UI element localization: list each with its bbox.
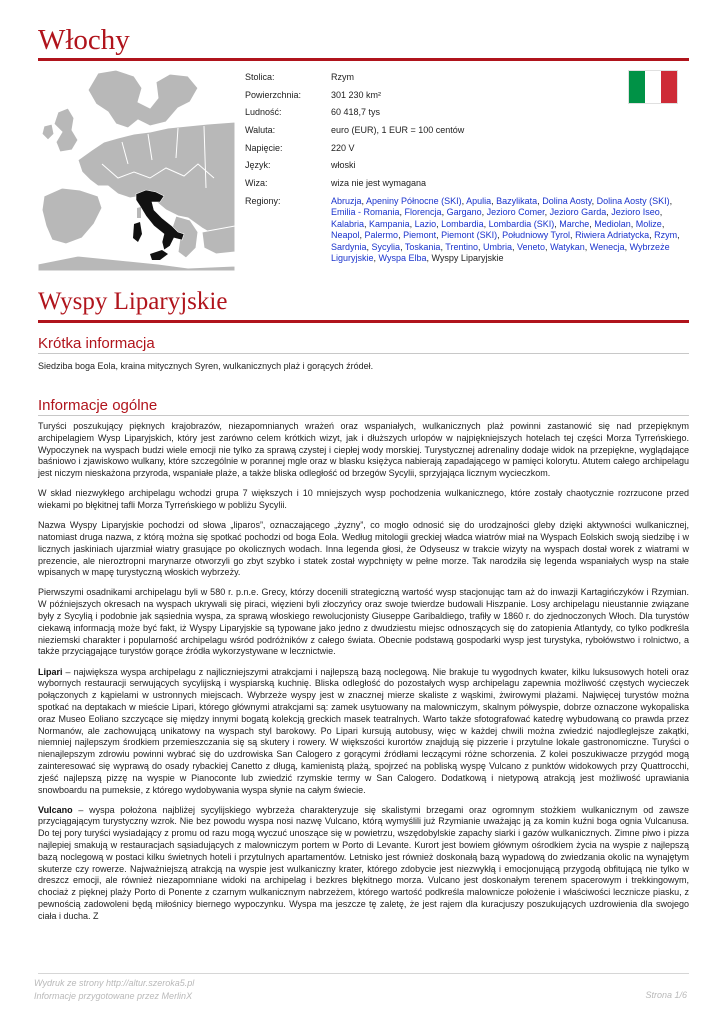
footer-prepared-by: Informacje przygotowane przez MerlinX [34, 991, 193, 1001]
region-link[interactable]: Florencja [404, 207, 442, 218]
fact-value: włoski [331, 160, 356, 171]
region-link[interactable]: Jezioro Iseo [611, 207, 660, 218]
fact-label: Waluta: [245, 125, 276, 136]
region-link[interactable]: Południowy Tyrol [502, 230, 571, 241]
fact-label: Stolica: [245, 72, 275, 82]
general-info-paragraph: Pierwszymi osadnikami archipelagu byli w 580 r. p.n.e. Grecy, którzy docenili strategiczną wartość wysp stacjonując tam aż do inwazji Kartagińczyków i Rzymian. W późniejszych okresach na wyspach ukrywali się piraci, więzieni byli złoczyńcy oraz swoje twierdze budowali Hiszpanie. Losy archipelagu nieustannie związane były z Sycylią i podobnie jak sąsiednia wyspa, za sprawą włoskiego rewolucjonisty Giuseppe Garibaldiego, trafiły w 1860 r. do zjednoczonych Włoch. Dla turystów ciekawą informacją może być fakt, iż Wyspy Liparyjskie są typowane jako jedno z dwudziestu miejsc odnoszących się do zatopienia Atlantydy, co tylko podkreśla nieziemski charakter i popularność archipelagu wśród podróżników z całego świata. Obecnie podstawą gospodarki wysp jest turystyka, rybołówstwo i rolnictwo, a także przyciągające turystów gorące źródła wykorzystywane w lecznictwie. [38, 587, 689, 657]
footer-divider [38, 973, 689, 974]
paragraph-lead: Vulcano [38, 804, 73, 815]
region-link[interactable]: Neapol [331, 230, 360, 241]
region-link[interactable]: Sardynia [331, 241, 367, 252]
region-link[interactable]: Dolina Aosty [542, 195, 592, 206]
region-link[interactable]: Dolina Aosty (SKI) [596, 195, 670, 206]
fact-row-currency [245, 125, 693, 137]
region-link[interactable]: Kampania [369, 218, 410, 229]
regions-list: Abruzja, Apeniny Północne (SKI), Apulia, Bazylikata, Dolina Aosty, Dolina Aosty (SKI), Emilia - Romania, Florencja, Gargano, Jezioro Comer, Jezioro Garda, Jezioro Iseo, Kalabria, Kampania, Lazio, Lombardia, Lombardia (SKI), Marche, Mediolan, Molize, Neapol, Palermo, Piemont, Piemont (SKI), Południowy Tyrol, Riwiera Adriatycka, Rzym, Sardynia, Sycylia, Toskania, Trentino, Umbria, Veneto, Watykan, Wenecja, Wybrzeże Liguryjskie, Wyspa Elba, Wyspy Liparyjskie [331, 195, 680, 264]
fact-value: euro (EUR), 1 EUR = 100 centów [331, 125, 465, 136]
fact-label: Język: [245, 160, 271, 171]
map-graphic [38, 68, 235, 271]
short-info-heading: Krótka informacja [38, 335, 155, 352]
fact-row-voltage [245, 143, 693, 155]
region-link[interactable]: Jezioro Comer [486, 207, 545, 218]
general-info-divider [38, 415, 689, 416]
flag-stripe [661, 71, 677, 103]
destination-title: Wyspy Liparyjskie [38, 288, 228, 315]
region-link[interactable]: Marche [559, 218, 590, 229]
europe-map-icon [38, 68, 235, 271]
flag-stripe [629, 71, 645, 103]
general-info-paragraph: Vulcano – wyspa położona najbliżej sycylijskiego wybrzeża charakteryzuje się skalistymi brzegami oraz ogromnym stożkiem wulkanicznym od zawsze przyciągającym turystyczny wzrok. Nie bez powodu wyspa nosi nazwę Vulcano, którą wymyślili już Rzymianie uważając ją za komin kuźni boga ognia Vulcanusa. Do tej pory turyści wysiadający z promu od razu mogą wyczuć unoszące się w powietrzu, wszędobylskie zapachy siarki i gazów wulkanicznych. Zimne piwo i pizza najlepiej smakują w restauracjach sąsiadujących z malowniczym portem w Porto di Levante. Kurort jest bowiem głównym ośrodkiem życia na wyspie z najlepszą bazą noclegową w postaci kilku świetnych hoteli i przytulnych apartamentów. Letnisko jest również doskonałą bazą wypadową do zwiedzania okolic na wynajętym skuterze czy rowerze. Najważniejszą atrakcją na wyspie jest wulkaniczny krater, którego zdobycie jest niezwykłą i emocjonującą przygodą obfitującą nie tylko w dreszcz emocji, ale również niezapomniane widoki na archipelag i bezkres błękitnego morza. Vulcano jest doskonałym terenem spacerowym i trekkingowym, chociaż z pięknej plaży Porto di Ponente z czarnym wulkanicznym nabrzeżem, którego wartość podkreśla malownicze położenie i właściwości lecznicze piasku, z pewnością zadowoleni będą miłośnicy biernego wypoczynku. Wyspa ma jeszcze tę zaletę, że jest rajem dla kuracjuszy poszukujących uzdrowienia dla swojego ciała i ducha. Z [38, 804, 689, 921]
region-link[interactable]: Umbria [482, 241, 512, 252]
short-info-text: Siedziba boga Eola, kraina mitycznych Syren, wulkanicznych plaż i gorących źródeł. [38, 361, 374, 371]
region-link[interactable]: Lombardia [441, 218, 484, 229]
region-link[interactable]: Wyspa Elba [378, 253, 427, 264]
fact-label: Wiza: [245, 178, 268, 189]
general-info-heading: Informacje ogólne [38, 397, 158, 414]
region-link[interactable]: Riwiera Adriatycka [575, 230, 650, 241]
page-number: Strona 1/6 [645, 990, 687, 1000]
fact-value: 220 V [331, 142, 355, 153]
region-link[interactable]: Abruzja [331, 195, 362, 206]
region-link[interactable]: Jezioro Garda [549, 207, 607, 218]
page-title: Włochy [38, 24, 130, 56]
region-link[interactable]: Watykan [550, 241, 585, 252]
region-link[interactable]: Rzym [654, 230, 678, 241]
fact-value: 301 230 km² [331, 89, 382, 100]
fact-row-population [245, 107, 693, 119]
region-link[interactable]: Bazylikata [496, 195, 538, 206]
general-info-body [38, 421, 689, 931]
paragraph-lead: Lipari [38, 666, 63, 677]
region-link[interactable]: Mediolan [594, 218, 631, 229]
title-divider [38, 58, 689, 61]
fact-label: Napięcie: [245, 142, 283, 153]
fact-value: 60 418,7 tys [331, 107, 381, 118]
region-link[interactable]: Sycylia [371, 241, 401, 252]
region-link[interactable]: Emilia - Romania [331, 207, 400, 218]
fact-label: Regiony: [245, 195, 281, 206]
region-link[interactable]: Palermo [364, 230, 399, 241]
region-link[interactable]: Toskania [404, 241, 441, 252]
general-info-paragraph: W skład niezwykłego archipelagu wchodzi grupa 7 większych i 10 mniejszych wysp pochodzenia wulkanicznego, które zostały chaotycznie rozrzucone przed wiekami po błękitnej tafli Morza Tyrreńskiego w pobliżu Sycylii. [38, 488, 689, 511]
footer-source: Wydruk ze strony http://altur.szeroka5.pl [34, 978, 195, 988]
region-link[interactable]: Molize [635, 218, 662, 229]
fact-label: Powierzchnia: [245, 89, 302, 100]
region-link[interactable]: Wybrzeże Liguryjskie [331, 241, 670, 264]
facts-table [245, 72, 693, 271]
flag-stripe [645, 71, 661, 103]
region-link[interactable]: Kalabria [331, 218, 365, 229]
fact-row-language [245, 160, 693, 172]
general-info-paragraph: Nazwa Wyspy Liparyjskie pochodzi od słowa „liparos”, oznaczającego „żyzny”, co mogło odnosić się do urodzajności gleby dzięki aktywności wulkanicznej, natomiast druga nazwa, z którą można się spotkać pochodzi od boga Eola. Według mitologii greckiej władca wiatrów miał na Wyspach Eolskich swoją siedzibę i w licznych jaskiniach ujarzmiał wiatry grasujące po okolicznych wodach. Inna legenda głosi, że Odyseusz w trakcie wizyty na wyspach dostał worek z wiatrami w prezencie, ale nieroztropni marynarze otworzyli go zbyt szybko i statek został wypchnięty w pełne morze. Tak narodziła się legenda wspaniałych wysp na stałe wpisanych w mapę turystyczną włoskich wybrzeży. [38, 520, 689, 578]
region-link[interactable]: Lazio [414, 218, 437, 229]
short-info-divider [38, 353, 689, 354]
general-info-paragraph: Lipari – największa wyspa archipelagu z najliczniejszymi atrakcjami i najlepszą bazą noclegową. Nie brakuje tu wygodnych kwater, kilku luksusowych hoteli oraz wybornych restauracji serwujących sycylijską i wyspiarską kuchnię. Bliska odległość do pozostałych wysp archipelagu zapewnia możliwość częstych wycieczek połączonych z kąpielami w ustronnych miejscach. Wybrzeże wyspy jest w znacznej mierze skaliste z wąskimi, żwirowymi plażami. Najwięcej turystów można spotkać na deptakach w mieście Lipari, którego głównymi atrakcjami są: zamek usytuowany na malowniczym, skalnym półwyspie, dobrze oznaczone wykopaliska oraz Museo Eoliano szczycące się między innymi bogatą kolekcją greckich masek teatralnych. Warto także sfotografować katedrę wybudowaną co prawda przez Normanów, ale zachowującą unikatowy na wyspach styl barokowy. Po Lipari kursują autobusy, więc w każdej chwili można zwiedzić najodleglejsze zakątki, niemniej najlepszym środkiem przemieszczania się są skutery i rowery. W większości kurortów znajdują się pizzerie i przytulne lokale gastronomiczne. Turyści o nienajlepszym zdrowiu powinni wybrać się do uzdrowiska San Calogero z gorącymi źródłami leczącymi różne schorzenia. Z kolei poszukiwacze przygód mogą zainteresować się wyprawą do osady rybackiej Canetto z długą, kamienistą plażą, spojrzeć na pobliską wyspę Vulcano z punktów widokowych przy Quattrocchi, zjeść najlepszą pizzę na wyspie w Pianoconte lub zwiedzić rzymskie termy w San Calogero. Dodatkową i nietypową atrakcją jest możliwość uprawiania snowboardu na pumeksie, z którego wydobywania wyspa słynie na całym świecie. [38, 666, 689, 795]
region-link[interactable]: Piemont [403, 230, 437, 241]
region-link[interactable]: Lombardia (SKI) [488, 218, 555, 229]
region-link[interactable]: Apulia [466, 195, 492, 206]
region-link[interactable]: Apeniny Północne (SKI) [366, 195, 462, 206]
region-link[interactable]: Trentino [445, 241, 478, 252]
region-link[interactable]: Gargano [446, 207, 482, 218]
region-link[interactable]: Piemont (SKI) [441, 230, 498, 241]
fact-row-visa [245, 178, 693, 190]
region-link[interactable]: Veneto [517, 241, 546, 252]
fact-label: Ludność: [245, 107, 282, 118]
fact-row-regions [245, 196, 693, 265]
region-link[interactable]: Wenecja [589, 241, 625, 252]
fact-value: wiza nie jest wymagana [331, 178, 427, 189]
italy-flag-icon [628, 70, 678, 104]
region-link: Wyspy Liparyjskie [431, 253, 504, 264]
destination-divider [38, 320, 689, 323]
fact-row-area [245, 90, 693, 102]
fact-value: Rzym [331, 72, 354, 82]
general-info-paragraph: Turyści poszukujący pięknych krajobrazów, niezapomnianych wrażeń oraz wspaniałych, wulkanicznych plaż powinni zastanowić się nad przepięknym archipelagiem Wysp Liparyjskich, który jest zarówno celem krótkich wizyt, jak i dłuższych urlopów w najpiękniejszych hotelach tej części Morza Tyrreńskiego. Wypoczynek na wyspach budzi wiele emocji nie tylko za sprawą czystej i ciepłej wody morskiej. Turystycznej adrenaliny dodaje widok na przepiękne, wyglądające baśniowo i zjawiskowo wulkany, które szczególnie w porannej mgle oraz w blasku księżyca nabierają zapadającego w pamięci kolorytu. Atutem całego archipelagu jest niczym nieskażona przyroda, wspaniałe plaże, a także bliska odległość od brzegów Sycylii, sprzyjająca licznym wycieczkom. [38, 421, 689, 479]
fact-row-capital [245, 72, 693, 84]
